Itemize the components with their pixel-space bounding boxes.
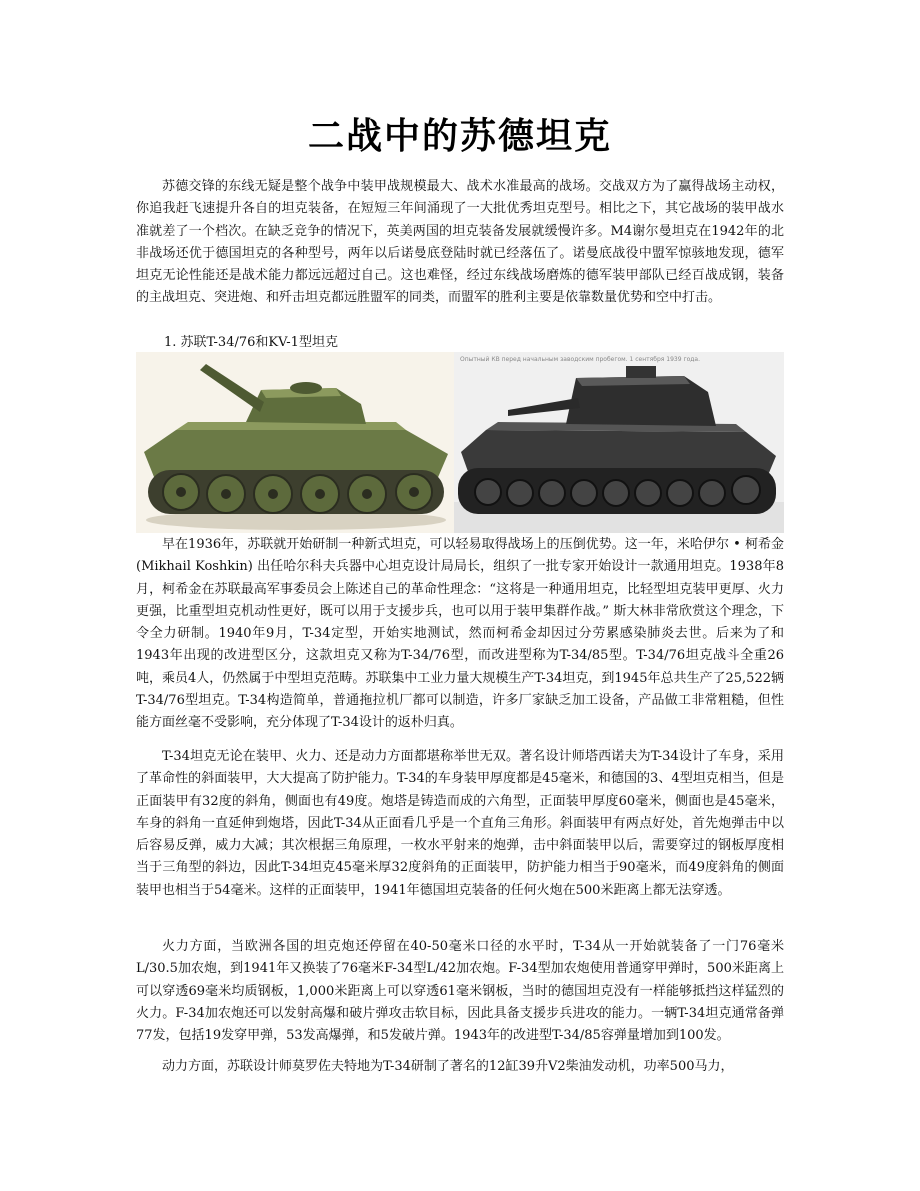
kv1-tank-image (454, 352, 784, 533)
paragraph-t34-firepower: 火力方面，当欧洲各国的坦克炮还停留在40-50毫米口径的水平时，T-34从一开始就装备了一门76毫米L/30.5加农炮，到1941年又换装了76毫米F-34型L/42加农炮。F-34型加农炮使用普通穿甲弹时，500米距离上可以穿透69毫米均质钢板，1,000米距离上可以穿透61毫米钢板，当时的德国坦克没有一样能够抵挡这样猛烈的火力。F-34加农炮还可以发射高爆和破片弹攻击软目标，因此具备支援步兵进攻的能力。一辆T-34坦克通常备弹77发，包括19发穿甲弹，53发高爆弹，和5发破片弹。1943年的改进型T-34/85容弹量增加到100发。 (136, 939, 784, 1044)
section-heading: 1. 苏联T-34/76和KV-1型坦克 (164, 335, 338, 350)
paragraph-t34-engine: 动力方面，苏联设计师莫罗佐夫特地为T-34研制了著名的12缸39升V2柴油发动机，功率500马力， (162, 1059, 734, 1074)
tank-photos-illustration (136, 352, 784, 533)
tank-photos (136, 352, 784, 533)
paragraph-t34-armor: T-34坦克无论在装甲、火力、还是动力方面都堪称举世无双。著名设计师塔西诺夫为T-34设计了车身，采用了革命性的斜面装甲，大大提高了防护能力。T-34的车身装甲厚度都是45毫米，和德国的3、4型坦克相当，但是正面装甲有32度的斜角，侧面也有49度。炮塔是铸造而成的六角型，正面装甲厚度60毫米，侧面也是45毫米，车身的斜角一直延伸到炮塔，因此T-34从正面看几乎是一个直角三角形。斜面装甲有两点好处，首先炮弹击中以后容易反弹，威力大减；其次根据三角原理，一枚水平射来的炮弹，击中斜面装甲以后，需要穿过的钢板厚度相当于三角型的斜边，因此T-34坦克45毫米厚32度斜角的正面装甲，防护能力相当于90毫米，而49度斜角的侧面装甲也相当于54毫米。这样的正面装甲，1941年德国坦克装备的任何火炮在500米距离上都无法穿透。 (136, 749, 784, 898)
paragraph-intro: 苏德交锋的东线无疑是整个战争中装甲战规模最大、战术水准最高的战场。交战双方为了赢得战场主动权，你追我赶飞速提升各自的坦克装备，在短短三年间涌现了一大批优秀坦克型号。相比之下，其它战场的装甲战水准就差了一个档次。在缺乏竞争的情况下，英美两国的坦克装备发展就缓慢许多。M4谢尔曼坦克在1942年的北非战场还优于德国坦克的各种型号，两年以后诺曼底登陆时就已经落伍了。诺曼底战役中盟军惊骇地发现，德军坦克无论性能还是战术能力都远远超过自己。这也难怪，经过东线战场磨炼的德军装甲部队已经百战成钢，装备的主战坦克、突进炮、和歼击坦克都远胜盟军的同类，而盟军的胜利主要是依靠数量优势和空中打击。 (136, 179, 784, 306)
page-title: 二战中的苏德坦克 (307, 116, 612, 157)
t34-tank-image (136, 352, 454, 533)
paragraph-t34-development: 早在1936年，苏联就开始研制一种新式坦克，可以轻易取得战场上的压倒优势。这一年，米哈伊尔 • 柯希金(Mikhail Koshkin) 出任哈尔科夫兵器中心坦克设计局局长，组织了一批专家开始设计一款通用坦克。1938年8月，柯希金在苏联最高军事委员会上陈述自己的革命性理念：“这将是一种通用坦克，比轻型坦克装甲更厚、火力更强，比重型坦克机动性更好，既可以用于支援步兵，也可以用于装甲集群作战。” 斯大林非常欣赏这个理念，下令全力研制。1940年9月，T-34定型，开始实地测试，然而柯希金却因过分劳累感染肺炎去世。后来为了和1943年出现的改进型区分，这款坦克又称为T-34/76型，而改进型称为T-34/85型。T-34/76坦克战斗全重26吨，乘员4人，仍然属于中型坦克范畴。苏联集中工业力量大规模生产T-34坦克，到1945年总共生产了25,522辆T-34/76型坦克。T-34构造简单，普通拖拉机厂都可以制造，许多厂家缺乏加工设备，产品做工非常粗糙，但性能方面丝毫不受影响，充分体现了T-34设计的返朴归真。 (136, 537, 784, 731)
photo-caption: Опытный КВ перед начальным заводским пробегом. 1 сентября 1939 года. (460, 356, 701, 363)
